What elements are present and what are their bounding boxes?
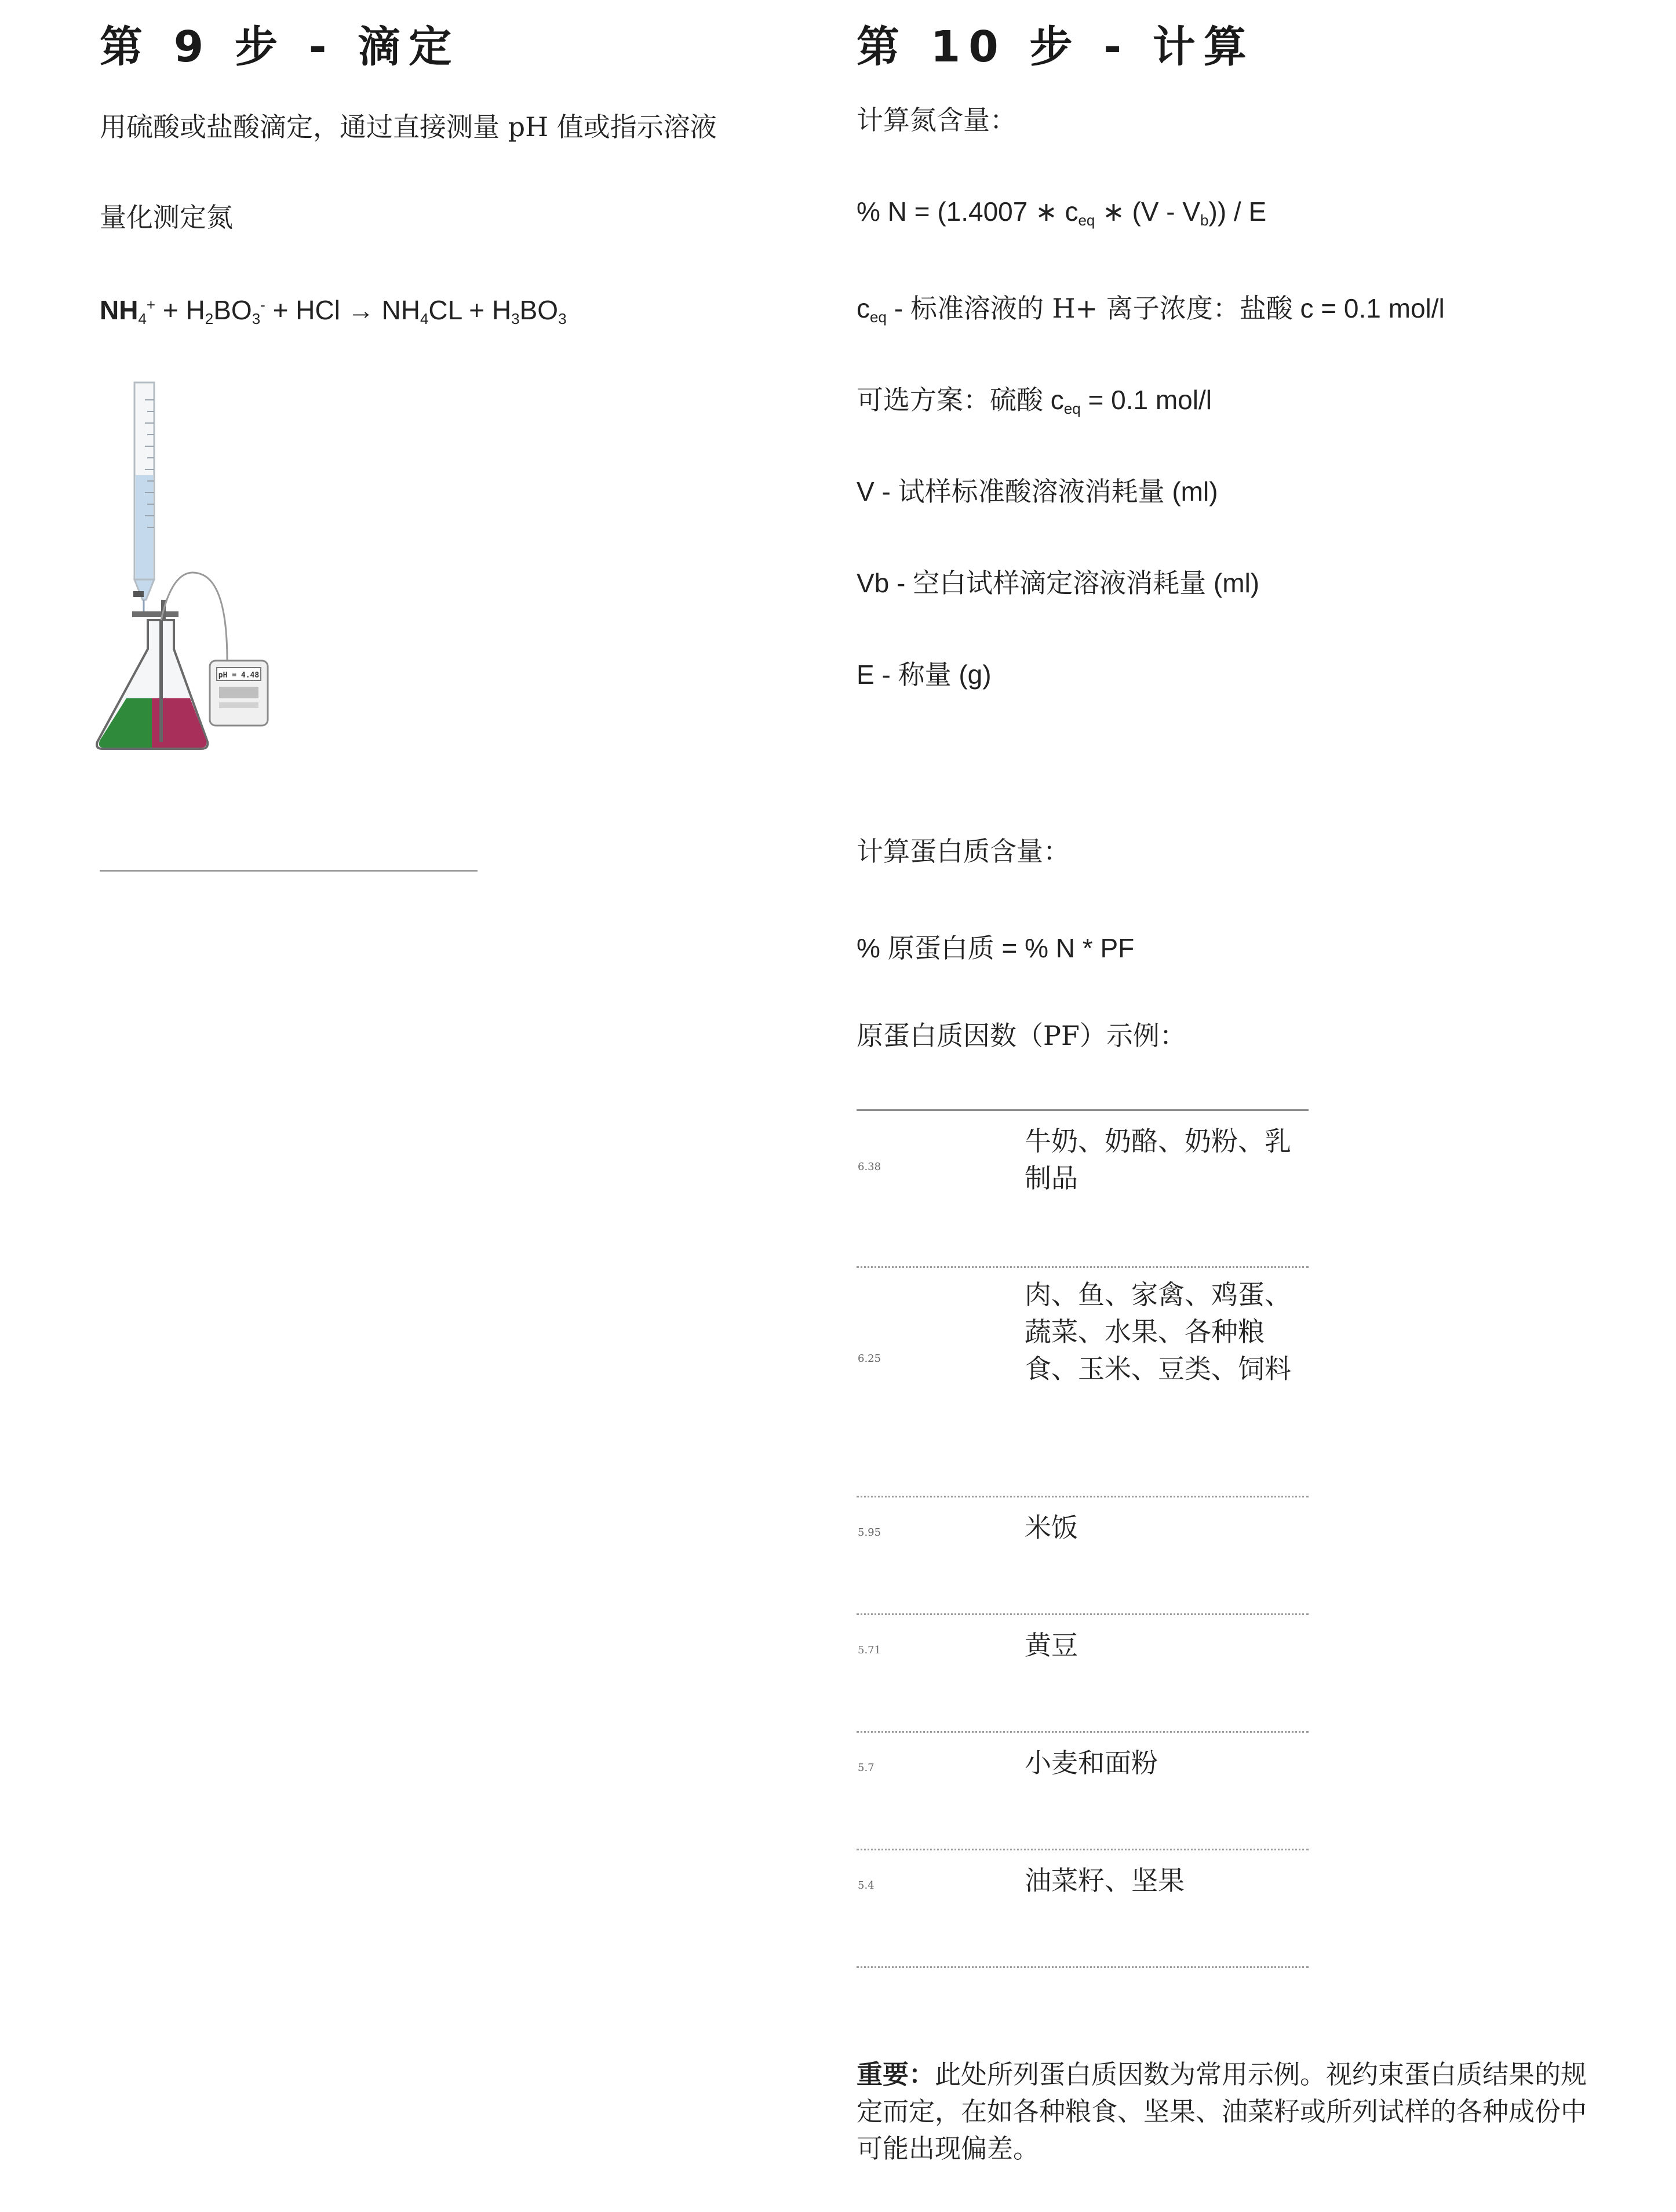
- step9-heading: 第 9 步 - 滴定: [100, 22, 460, 72]
- clamp-icon: [132, 611, 178, 617]
- def-unit: (ml): [1206, 568, 1260, 598]
- ceq-definition: [857, 287, 1445, 326]
- eq-cl: CL + H: [428, 295, 512, 325]
- eq-sub: 4: [420, 310, 429, 327]
- pf-factor: 6.25: [858, 1353, 881, 1365]
- table-row: [857, 1850, 1309, 1968]
- def-symbol: E -: [857, 659, 898, 690]
- def-value: c = 0.1 mol/l: [1292, 293, 1445, 323]
- step10-heading: 第 10 步 - 计算: [857, 22, 1255, 72]
- formula-part: )) / E: [1208, 196, 1267, 227]
- def-value: = 0.1 mol/l: [1080, 385, 1212, 415]
- table-row: [857, 1733, 1309, 1850]
- eq-sub: 2: [205, 310, 214, 327]
- calc-protein-label: 计算蛋白质含量：: [857, 836, 1070, 867]
- eq-sup: +: [146, 296, 156, 314]
- eq-sub: 3: [558, 310, 567, 327]
- table-row: [857, 1111, 1309, 1268]
- ph-meter-display: pH = 4.48: [218, 671, 260, 680]
- step9-intro-line2: 量化测定氮: [100, 202, 233, 233]
- pf-factor: 6.38: [858, 1161, 881, 1173]
- pf-examples-label: 原蛋白质因数（PF）示例：: [857, 1020, 1186, 1051]
- formula-part: %: [857, 933, 888, 963]
- alternative-definition: [857, 379, 1212, 418]
- def-unit: (ml): [1164, 476, 1218, 506]
- eq-bo3: BO: [519, 295, 559, 325]
- v-definition: [857, 471, 1218, 509]
- table-row: [857, 1615, 1309, 1733]
- vb-definition: [857, 562, 1259, 600]
- def-sub: eq: [1063, 400, 1081, 417]
- eq-sup: -: [260, 296, 265, 314]
- def-symbol: V -: [857, 476, 898, 506]
- pf-description: 牛奶、奶酪、奶粉、乳制品: [1025, 1125, 1291, 1194]
- def-symbol: Vb -: [857, 568, 913, 598]
- protein-factor-table: [857, 1109, 1309, 1968]
- eq-hcl: + HCl → NH: [265, 295, 420, 325]
- pf-factor: 5.71: [858, 1644, 881, 1656]
- reaction-equation: [100, 294, 567, 328]
- def-symbol: c: [857, 293, 870, 323]
- formula-part: % N = (1.4007 ∗ c: [857, 196, 1079, 227]
- table-row: [857, 1497, 1309, 1615]
- def-text: 标准溶液的 H+ 离子浓度：盐酸: [910, 293, 1293, 324]
- def-text: 称量: [898, 659, 952, 690]
- def-unit: (g): [951, 659, 992, 690]
- pf-factor: 5.7: [858, 1762, 875, 1774]
- formula-part: ∗ (V - V: [1095, 196, 1201, 227]
- formula-sub: eq: [1078, 212, 1095, 229]
- important-note: [857, 2056, 1604, 2167]
- pf-factor: 5.4: [858, 1879, 875, 1892]
- table-row: [857, 1268, 1309, 1497]
- section-divider: [100, 870, 478, 872]
- note-label: 重要：: [857, 2059, 935, 2090]
- def-text: 可选方案：硫酸: [857, 384, 1043, 416]
- def-dash: -: [886, 293, 910, 323]
- pf-description: 肉、鱼、家禽、鸡蛋、蔬菜、水果、各种粮食、玉米、豆类、饲料: [1025, 1279, 1291, 1384]
- note-text: 此处所列蛋白质因数为常用示例。视约束蛋白质结果的规定而定，在如各种粮食、坚果、油菜籽或所列试样的各种成份中可能出现偏差。: [857, 2059, 1587, 2164]
- eq-nh4: NH: [100, 295, 139, 325]
- eq-sub: 4: [138, 310, 147, 327]
- eq-sub: 3: [252, 310, 261, 327]
- formula-text: 原蛋白质: [887, 932, 994, 964]
- step9-intro-line1: 用硫酸或盐酸滴定，通过直接测量 pH 值或指示溶液: [100, 111, 717, 143]
- def-text: 空白试样滴定溶液消耗量: [913, 567, 1207, 599]
- eq-bo: BO: [213, 295, 252, 325]
- def-symbol: c: [1043, 385, 1064, 415]
- eq-sub: 3: [511, 310, 520, 327]
- titration-apparatus-illustration: [93, 371, 278, 765]
- pf-factor: 5.95: [858, 1526, 881, 1539]
- pf-description: 油菜籽、坚果: [1025, 1865, 1185, 1896]
- def-sub: eq: [870, 308, 887, 326]
- pf-description: 黄豆: [1025, 1630, 1078, 1661]
- formula-sub: b: [1200, 212, 1209, 229]
- e-definition: [857, 654, 992, 692]
- def-text: 试样标准酸溶液消耗量: [898, 476, 1165, 507]
- protein-formula: [857, 927, 1134, 965]
- nitrogen-formula: [857, 196, 1266, 229]
- pf-description: 米饭: [1025, 1512, 1078, 1543]
- eq-h: + H: [155, 295, 205, 325]
- pf-description: 小麦和面粉: [1025, 1747, 1158, 1779]
- formula-part: = % N * PF: [994, 933, 1135, 963]
- calc-nitrogen-label: 计算氮含量：: [857, 104, 1016, 136]
